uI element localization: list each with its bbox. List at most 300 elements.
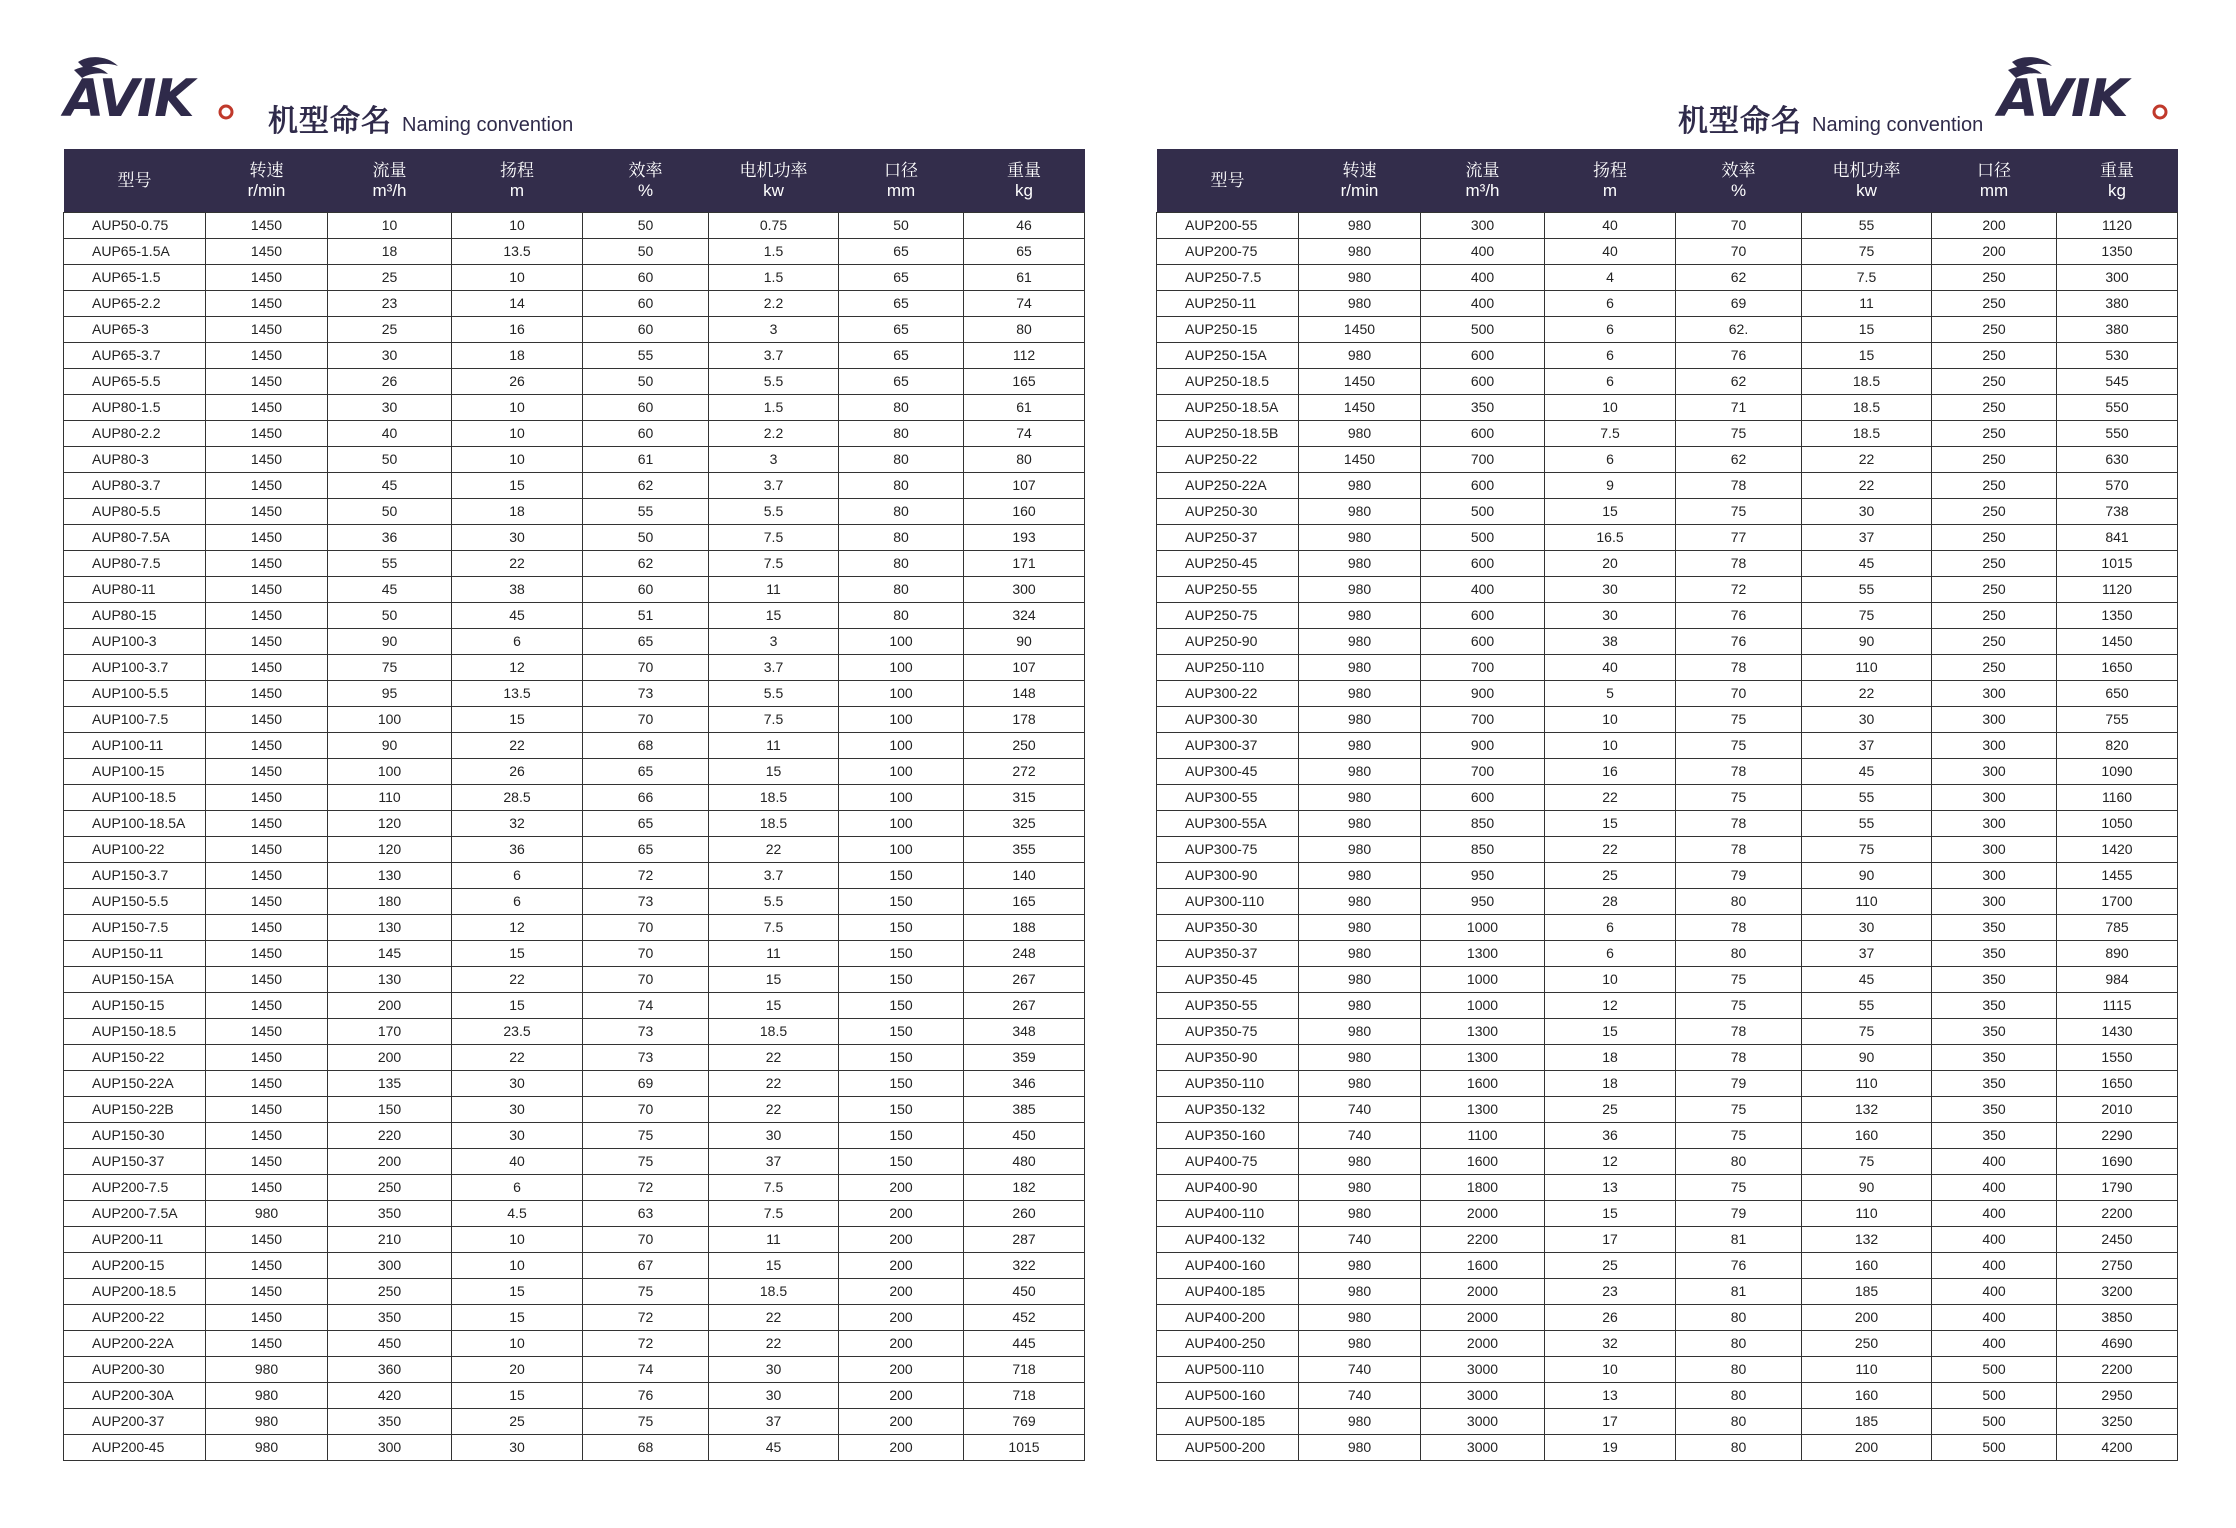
- model-cell: AUP400-132: [1157, 1227, 1299, 1253]
- table-cell: 1690: [2057, 1149, 2178, 1175]
- model-cell: AUP80-5.5: [64, 499, 206, 525]
- model-cell: AUP200-45: [64, 1435, 206, 1461]
- table-cell: 70: [583, 915, 709, 941]
- table-cell: 16.5: [1545, 525, 1676, 551]
- model-cell: AUP400-185: [1157, 1279, 1299, 1305]
- table-cell: 80: [839, 525, 964, 551]
- table-cell: 7.5: [709, 1175, 839, 1201]
- table-row: [64, 291, 1085, 317]
- table-cell: 350: [328, 1305, 452, 1331]
- table-cell: 3: [709, 447, 839, 473]
- model-cell: AUP250-18.5A: [1157, 395, 1299, 421]
- table-cell: 950: [1421, 889, 1545, 915]
- table-cell: 0.75: [709, 213, 839, 239]
- model-cell: AUP80-7.5A: [64, 525, 206, 551]
- table-cell: 700: [1421, 655, 1545, 681]
- table-cell: 13: [1545, 1175, 1676, 1201]
- model-cell: AUP250-90: [1157, 629, 1299, 655]
- table-row: [1157, 317, 2178, 343]
- heading-zh: 机型命名: [268, 104, 392, 139]
- table-cell: 150: [839, 863, 964, 889]
- table-cell: 193: [964, 525, 1085, 551]
- table-cell: 132: [1802, 1227, 1932, 1253]
- model-cell: AUP250-22A: [1157, 473, 1299, 499]
- table-cell: 76: [583, 1383, 709, 1409]
- table-cell: 550: [2057, 421, 2178, 447]
- table-row: [64, 889, 1085, 915]
- table-cell: 19: [1545, 1435, 1676, 1461]
- table-cell: 130: [328, 915, 452, 941]
- table-cell: 5.5: [709, 889, 839, 915]
- table-row: [1157, 213, 2178, 239]
- table-cell: 452: [964, 1305, 1085, 1331]
- table-cell: 1.5: [709, 265, 839, 291]
- table-cell: 1450: [206, 993, 328, 1019]
- table-cell: 150: [839, 993, 964, 1019]
- table-cell: 80: [1676, 1357, 1802, 1383]
- table-cell: 148: [964, 681, 1085, 707]
- table-cell: 18.5: [1802, 395, 1932, 421]
- table-cell: 10: [1545, 967, 1676, 993]
- model-cell: AUP65-2.2: [64, 291, 206, 317]
- table-cell: 3000: [1421, 1409, 1545, 1435]
- table-cell: 250: [1932, 343, 2057, 369]
- model-cell: AUP250-22: [1157, 447, 1299, 473]
- table-cell: 980: [1299, 993, 1421, 1019]
- table-cell: 80: [839, 473, 964, 499]
- table-cell: 600: [1421, 551, 1545, 577]
- table-cell: 65: [583, 837, 709, 863]
- table-cell: 11: [709, 1227, 839, 1253]
- model-cell: AUP300-37: [1157, 733, 1299, 759]
- table-cell: 980: [1299, 1331, 1421, 1357]
- table-cell: 6: [1545, 291, 1676, 317]
- table-cell: 140: [964, 863, 1085, 889]
- table-cell: 267: [964, 967, 1085, 993]
- table-cell: 5.5: [709, 369, 839, 395]
- table-cell: 60: [583, 317, 709, 343]
- table-cell: 300: [1932, 707, 2057, 733]
- table-cell: 1450: [1299, 317, 1421, 343]
- table-cell: 18.5: [709, 1279, 839, 1305]
- table-cell: 75: [328, 655, 452, 681]
- table-cell: 1090: [2057, 759, 2178, 785]
- table-cell: 68: [583, 733, 709, 759]
- model-cell: AUP200-30: [64, 1357, 206, 1383]
- table-cell: 360: [328, 1357, 452, 1383]
- table-cell: 250: [328, 1175, 452, 1201]
- model-cell: AUP500-185: [1157, 1409, 1299, 1435]
- table-cell: 135: [328, 1071, 452, 1097]
- table-cell: 450: [328, 1331, 452, 1357]
- table-cell: 324: [964, 603, 1085, 629]
- model-cell: AUP100-22: [64, 837, 206, 863]
- table-cell: 100: [839, 629, 964, 655]
- table-cell: 300: [1932, 785, 2057, 811]
- table-cell: 350: [1932, 915, 2057, 941]
- table-cell: 900: [1421, 733, 1545, 759]
- table-cell: 15: [709, 1253, 839, 1279]
- table-cell: 36: [1545, 1123, 1676, 1149]
- model-cell: AUP150-7.5: [64, 915, 206, 941]
- column-name: 转速: [1342, 160, 1377, 180]
- table-cell: 26: [1545, 1305, 1676, 1331]
- table-cell: 45: [328, 577, 452, 603]
- table-cell: 61: [964, 395, 1085, 421]
- table-cell: 13.5: [452, 239, 583, 265]
- table-row: [64, 603, 1085, 629]
- table-cell: 18: [1545, 1071, 1676, 1097]
- table-cell: 171: [964, 551, 1085, 577]
- table-cell: 69: [583, 1071, 709, 1097]
- table-cell: 1420: [2057, 837, 2178, 863]
- column-header: [583, 149, 709, 213]
- table-cell: 980: [1299, 1045, 1421, 1071]
- table-row: [64, 1357, 1085, 1383]
- table-cell: 359: [964, 1045, 1085, 1071]
- table-cell: 22: [452, 1045, 583, 1071]
- table-cell: 980: [1299, 681, 1421, 707]
- table-cell: 545: [2057, 369, 2178, 395]
- table-cell: 740: [1299, 1227, 1421, 1253]
- column-header: [1802, 149, 1932, 213]
- table-cell: 25: [328, 317, 452, 343]
- table-row: [64, 1149, 1085, 1175]
- table-cell: 350: [328, 1409, 452, 1435]
- column-name: 口径: [884, 160, 918, 180]
- model-cell: AUP250-15A: [1157, 343, 1299, 369]
- table-row: [64, 473, 1085, 499]
- table-cell: 25: [1545, 1097, 1676, 1123]
- table-cell: 350: [1932, 1019, 2057, 1045]
- table-cell: 200: [328, 1045, 452, 1071]
- table-cell: 18.5: [709, 785, 839, 811]
- table-cell: 78: [1676, 1045, 1802, 1071]
- model-cell: AUP65-1.5A: [64, 239, 206, 265]
- table-cell: 37: [709, 1149, 839, 1175]
- brand-logo: [60, 52, 240, 124]
- table-cell: 30: [1545, 577, 1676, 603]
- table-row: [1157, 1253, 2178, 1279]
- table-body: [64, 213, 1085, 1461]
- table-cell: 72: [1676, 577, 1802, 603]
- model-cell: AUP200-7.5A: [64, 1201, 206, 1227]
- table-row: [1157, 733, 2178, 759]
- table-cell: 980: [1299, 889, 1421, 915]
- table-cell: 980: [1299, 1019, 1421, 1045]
- table-cell: 346: [964, 1071, 1085, 1097]
- table-cell: 1000: [1421, 967, 1545, 993]
- model-cell: AUP150-3.7: [64, 863, 206, 889]
- table-cell: 980: [206, 1409, 328, 1435]
- table-cell: 10: [452, 1253, 583, 1279]
- table-cell: 37: [1802, 525, 1932, 551]
- table-cell: 75: [583, 1149, 709, 1175]
- table-cell: 75: [1802, 239, 1932, 265]
- table-cell: 80: [839, 395, 964, 421]
- column-header: [1157, 149, 1299, 213]
- table-cell: 4200: [2057, 1435, 2178, 1461]
- table-cell: 22: [1545, 785, 1676, 811]
- table-cell: 37: [709, 1409, 839, 1435]
- table-cell: 1450: [206, 421, 328, 447]
- table-cell: 50: [328, 447, 452, 473]
- model-cell: AUP100-11: [64, 733, 206, 759]
- column-name: 重量: [1007, 160, 1041, 180]
- table-cell: 200: [839, 1409, 964, 1435]
- table-cell: 250: [1932, 369, 2057, 395]
- table-cell: 12: [452, 915, 583, 941]
- table-cell: 10: [452, 265, 583, 291]
- table-row: [1157, 603, 2178, 629]
- table-cell: 4: [1545, 265, 1676, 291]
- table-cell: 980: [206, 1435, 328, 1461]
- column-name: 重量: [2100, 160, 2134, 180]
- table-cell: 55: [1802, 811, 1932, 837]
- table-row: [1157, 239, 2178, 265]
- table-cell: 120: [328, 837, 452, 863]
- table-cell: 30: [328, 343, 452, 369]
- model-cell: AUP200-30A: [64, 1383, 206, 1409]
- table-cell: 80: [1676, 1305, 1802, 1331]
- model-cell: AUP250-18.5: [1157, 369, 1299, 395]
- table-cell: 1450: [206, 915, 328, 941]
- table-cell: 200: [839, 1175, 964, 1201]
- model-cell: AUP350-110: [1157, 1071, 1299, 1097]
- table-row: [64, 1071, 1085, 1097]
- table-cell: 250: [1932, 265, 2057, 291]
- table-cell: 62: [1676, 447, 1802, 473]
- model-cell: AUP350-55: [1157, 993, 1299, 1019]
- table-cell: 69: [1676, 291, 1802, 317]
- table-cell: 980: [206, 1357, 328, 1383]
- table-cell: 22: [1802, 681, 1932, 707]
- table-cell: 2200: [2057, 1357, 2178, 1383]
- table-cell: 90: [964, 629, 1085, 655]
- model-cell: AUP150-15A: [64, 967, 206, 993]
- table-cell: 22: [452, 967, 583, 993]
- table-cell: 600: [1421, 473, 1545, 499]
- table-cell: 30: [709, 1357, 839, 1383]
- table-cell: 6: [1545, 915, 1676, 941]
- column-name: 型号: [117, 170, 152, 190]
- table-cell: 600: [1421, 785, 1545, 811]
- table-cell: 1450: [1299, 395, 1421, 421]
- table-cell: 400: [1421, 265, 1545, 291]
- table-cell: 600: [1421, 421, 1545, 447]
- table-cell: 80: [1676, 1435, 1802, 1461]
- table-row: [1157, 811, 2178, 837]
- table-cell: 36: [452, 837, 583, 863]
- table-cell: 385: [964, 1097, 1085, 1123]
- column-unit: kw: [763, 180, 784, 200]
- table-cell: 30: [452, 1097, 583, 1123]
- table-cell: 90: [328, 733, 452, 759]
- heading-en: Naming convention: [402, 114, 574, 136]
- table-cell: 841: [2057, 525, 2178, 551]
- table-cell: 67: [583, 1253, 709, 1279]
- table-cell: 10: [452, 395, 583, 421]
- column-header: [1932, 149, 2057, 213]
- table-cell: 23.5: [452, 1019, 583, 1045]
- table-cell: 980: [1299, 1409, 1421, 1435]
- table-cell: 200: [839, 1227, 964, 1253]
- table-cell: 1450: [206, 603, 328, 629]
- table-cell: 1450: [206, 733, 328, 759]
- table-row: [1157, 629, 2178, 655]
- table-cell: 65: [583, 759, 709, 785]
- table-cell: 188: [964, 915, 1085, 941]
- table-cell: 5.5: [709, 681, 839, 707]
- table-cell: 1450: [206, 577, 328, 603]
- table-row: [64, 317, 1085, 343]
- table-cell: 400: [1932, 1175, 2057, 1201]
- table-cell: 185: [1802, 1279, 1932, 1305]
- table-cell: 12: [1545, 993, 1676, 1019]
- table-cell: 100: [839, 785, 964, 811]
- table-cell: 130: [328, 863, 452, 889]
- table-cell: 110: [1802, 655, 1932, 681]
- table-cell: 30: [328, 395, 452, 421]
- table-cell: 38: [1545, 629, 1676, 655]
- model-cell: AUP80-15: [64, 603, 206, 629]
- table-cell: 65: [839, 239, 964, 265]
- table-cell: 250: [1932, 577, 2057, 603]
- model-cell: AUP400-90: [1157, 1175, 1299, 1201]
- table-cell: 480: [964, 1149, 1085, 1175]
- table-row: [1157, 993, 2178, 1019]
- table-row: [64, 239, 1085, 265]
- table-cell: 300: [1932, 837, 2057, 863]
- table-cell: 300: [964, 577, 1085, 603]
- table-cell: 1650: [2057, 655, 2178, 681]
- table-cell: 79: [1676, 863, 1802, 889]
- column-name: 效率: [628, 160, 663, 180]
- table-cell: 76: [1676, 1253, 1802, 1279]
- table-cell: 72: [583, 1331, 709, 1357]
- table-cell: 62: [1676, 265, 1802, 291]
- table-cell: 150: [839, 967, 964, 993]
- column-header: [452, 149, 583, 213]
- table-cell: 80: [839, 499, 964, 525]
- column-header: [1299, 149, 1421, 213]
- table-cell: 200: [839, 1305, 964, 1331]
- table-cell: 980: [1299, 1175, 1421, 1201]
- column-name: 扬程: [1593, 160, 1627, 180]
- table-cell: 37: [1802, 733, 1932, 759]
- table-cell: 1450: [206, 525, 328, 551]
- avik-logo-icon: [60, 52, 240, 124]
- table-cell: 200: [839, 1331, 964, 1357]
- model-cell: AUP100-18.5A: [64, 811, 206, 837]
- table-cell: 15: [1545, 811, 1676, 837]
- table-cell: 37: [1802, 941, 1932, 967]
- model-cell: AUP300-55A: [1157, 811, 1299, 837]
- table-cell: 78: [1676, 1019, 1802, 1045]
- table-cell: 70: [583, 967, 709, 993]
- table-cell: 100: [839, 811, 964, 837]
- table-cell: 110: [1802, 1201, 1932, 1227]
- model-cell: AUP350-45: [1157, 967, 1299, 993]
- table-row: [64, 655, 1085, 681]
- table-row: [64, 1331, 1085, 1357]
- table-cell: 16: [452, 317, 583, 343]
- table-cell: 30: [452, 1071, 583, 1097]
- table-cell: 72: [583, 863, 709, 889]
- table-cell: 1.5: [709, 395, 839, 421]
- table-cell: 1450: [206, 1227, 328, 1253]
- table-cell: 100: [839, 837, 964, 863]
- table-cell: 75: [1676, 1175, 1802, 1201]
- table-cell: 570: [2057, 473, 2178, 499]
- table-cell: 100: [839, 681, 964, 707]
- table-cell: 70: [1676, 681, 1802, 707]
- table-cell: 530: [2057, 343, 2178, 369]
- column-unit: kg: [1015, 180, 1033, 200]
- table-cell: 200: [839, 1383, 964, 1409]
- table-cell: 1450: [206, 1097, 328, 1123]
- table-cell: 20: [452, 1357, 583, 1383]
- table-cell: 980: [1299, 1071, 1421, 1097]
- table-cell: 250: [1802, 1331, 1932, 1357]
- table-cell: 10: [1545, 1357, 1676, 1383]
- column-unit: kg: [2108, 180, 2126, 200]
- table-cell: 30: [709, 1123, 839, 1149]
- header-row: [1157, 149, 2178, 213]
- table-cell: 980: [1299, 655, 1421, 681]
- table-cell: 1450: [206, 239, 328, 265]
- model-cell: AUP100-5.5: [64, 681, 206, 707]
- table-cell: 30: [452, 1123, 583, 1149]
- table-cell: 45: [452, 603, 583, 629]
- table-cell: 60: [583, 577, 709, 603]
- table-cell: 63: [583, 1201, 709, 1227]
- table-cell: 250: [964, 733, 1085, 759]
- table-cell: 2950: [2057, 1383, 2178, 1409]
- table-cell: 1450: [206, 499, 328, 525]
- model-cell: AUP150-22B: [64, 1097, 206, 1123]
- table-cell: 980: [1299, 577, 1421, 603]
- model-cell: AUP80-11: [64, 577, 206, 603]
- table-row: [1157, 369, 2178, 395]
- table-cell: 10: [328, 213, 452, 239]
- model-cell: AUP200-15: [64, 1253, 206, 1279]
- column-unit: mm: [886, 180, 916, 200]
- table-cell: 28: [1545, 889, 1676, 915]
- table-cell: 600: [1421, 343, 1545, 369]
- table-row: [1157, 1045, 2178, 1071]
- table-cell: 50: [583, 525, 709, 551]
- table-cell: 3.7: [709, 473, 839, 499]
- table-cell: 80: [964, 447, 1085, 473]
- table-body: [1157, 213, 2178, 1461]
- table-cell: 1450: [206, 395, 328, 421]
- model-cell: AUP350-160: [1157, 1123, 1299, 1149]
- model-cell: AUP500-200: [1157, 1435, 1299, 1461]
- table-cell: 10: [452, 447, 583, 473]
- model-cell: AUP400-110: [1157, 1201, 1299, 1227]
- table-cell: 500: [1932, 1435, 2057, 1461]
- table-cell: 1120: [2057, 213, 2178, 239]
- table-cell: 80: [839, 447, 964, 473]
- model-cell: AUP400-250: [1157, 1331, 1299, 1357]
- table-cell: 22: [709, 1305, 839, 1331]
- table-cell: 250: [1932, 473, 2057, 499]
- table-cell: 55: [328, 551, 452, 577]
- table-cell: 32: [1545, 1331, 1676, 1357]
- table-cell: 80: [1676, 1331, 1802, 1357]
- table-cell: 350: [1932, 1045, 2057, 1071]
